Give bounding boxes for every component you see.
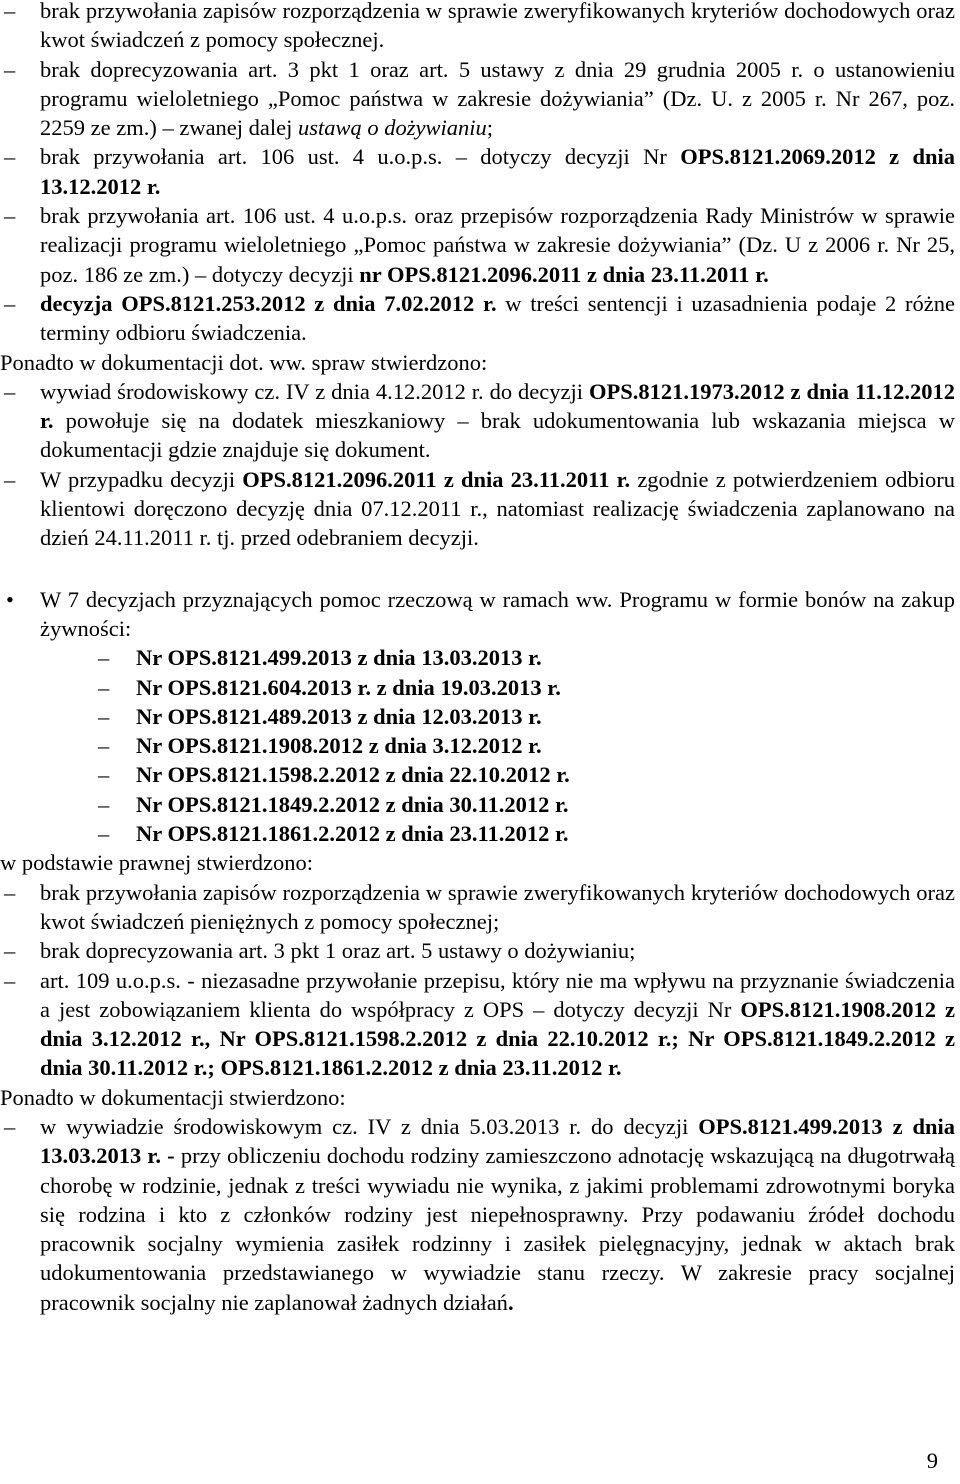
list-item xyxy=(0,289,960,348)
list-item-text: OPS.8121.2069.2012 z dnia 13.12.2012 r. xyxy=(40,144,956,199)
list-item-text: OPS.8121.1973.2012 z dnia 11.12.2012 r. xyxy=(40,378,955,434)
legal-basis-findings-list xyxy=(0,878,960,1083)
dash-icon: – xyxy=(4,938,16,964)
list-item-text: w wywiadzie środowiskowym cz. IV z dnia 5.03.2013 r. do decyzji xyxy=(40,1113,699,1139)
list-item-text: Nr OPS.8121.499.2013 z dnia 13.03.2013 r. xyxy=(136,645,542,671)
list-item-text: w treści sentencji i uzasadnienia podaje 2 różne terminy odbioru świadczenia. xyxy=(40,290,955,346)
list-item xyxy=(0,0,960,55)
dash-icon: – xyxy=(98,821,110,847)
list-item xyxy=(0,878,960,937)
list-item-text: powołuje się na dodatek mieszkaniowy – brak udokumentowania lub wskazania miejsca w dokumentacji gdzie znajduje się dokument. xyxy=(40,408,955,463)
dash-icon: – xyxy=(4,290,16,316)
page-number: 9 xyxy=(926,1448,938,1473)
list-item xyxy=(0,966,960,1083)
list-item-text: wywiad środowiskowy cz. IV z dnia 4.12.2012 r. do decyzji xyxy=(40,378,589,404)
documentation-findings-list xyxy=(0,1112,960,1317)
list-item xyxy=(0,790,960,819)
list-item xyxy=(0,1112,960,1317)
list-item xyxy=(0,643,960,672)
list-item-text: ; xyxy=(486,115,494,141)
dash-icon: – xyxy=(4,378,16,404)
dash-icon: – xyxy=(98,733,110,759)
dash-icon: – xyxy=(4,144,16,170)
list-item-text: OPS.8121.499.2013 z dnia 13.03.2013 r. - xyxy=(40,1113,955,1169)
list-item-text: OPS.8121.2096.2011 z dnia 23.11.2011 r. xyxy=(242,466,631,492)
list-item-text: Nr OPS.8121.1908.2012 z dnia 3.12.2012 r. xyxy=(136,733,542,759)
bullet-item-text: W 7 decyzjach przyznających pomoc rzeczową w ramach ww. Programu w formie bonów na zakup żywności: xyxy=(40,586,955,641)
list-item xyxy=(0,142,960,201)
list-item xyxy=(0,936,960,965)
list-item-text: brak przywołania art. 106 ust. 4 u.o.p.s. oraz przepisów rozporządzenia Rady Ministrów w sprawie realizacji programu wieloletniego „Pomoc państwa w zakresie dożywiania” (Dz. U z 2006 r. Nr 25, poz. 186 ze zm.) – dotyczy decyzji xyxy=(40,203,955,287)
list-item-text: brak przywołania art. 106 ust. 4 u.o.p.s. – dotyczy decyzji Nr xyxy=(40,144,681,170)
dash-icon: – xyxy=(98,791,110,817)
dash-icon: – xyxy=(98,674,110,700)
top-findings-list xyxy=(0,0,960,348)
paragraph-legal-basis: w podstawie prawnej stwierdzono: xyxy=(0,850,314,876)
paragraph-documentation-findings: Ponadto w dokumentacji stwierdzono: xyxy=(0,1084,346,1110)
decision-number-list xyxy=(0,643,960,848)
list-item xyxy=(0,819,960,848)
dash-icon: – xyxy=(4,879,16,905)
dash-icon: – xyxy=(4,967,16,993)
bullet-item-in-kind-aid xyxy=(0,585,960,644)
list-item-text: Nr OPS.8121.489.2013 z dnia 12.03.2013 r. xyxy=(136,703,542,729)
list-item-text: Nr OPS.8121.1598.2.2012 z dnia 22.10.2012 r. xyxy=(136,762,570,788)
list-item-text: Nr OPS.8121.604.2013 r. z dnia 19.03.2013 r. xyxy=(136,674,561,700)
list-item-text: brak doprecyzowania art. 3 pkt 1 oraz art. 5 ustawy o dożywianiu; xyxy=(40,938,636,964)
dash-icon: – xyxy=(4,56,16,82)
list-item xyxy=(0,731,960,760)
dash-icon: – xyxy=(98,762,110,788)
list-item-text: Nr OPS.8121.1849.2.2012 z dnia 30.11.2012 r. xyxy=(136,791,569,817)
dash-icon: – xyxy=(4,1113,16,1139)
list-item-text: nr OPS.8121.2096.2011 z dnia 23.11.2011 r. xyxy=(359,261,769,287)
list-item-text: brak przywołania zapisów rozporządzenia w sprawie zweryfikowanych kryteriów dochodowych oraz kwot świadczeń z pomocy społecznej. xyxy=(40,0,955,53)
bullet-icon: • xyxy=(6,586,14,612)
list-item xyxy=(0,377,960,465)
paragraph-additional-findings: Ponadto w dokumentacji dot. ww. spraw stwierdzono: xyxy=(0,349,488,375)
list-item-text: art. 109 u.o.p.s. - niezasadne przywołanie przepisu, który nie ma wpływu na przyznanie świadczenia a jest zobowiązaniem klienta do współpracy z OPS – dotyczy decyzji Nr xyxy=(40,967,955,1022)
dash-icon: – xyxy=(4,466,16,492)
dash-icon: – xyxy=(98,703,110,729)
list-item-text: decyzja OPS.8121.253.2012 z dnia 7.02.2012 r. xyxy=(40,290,497,316)
list-item-text: OPS.8121.1908.2012 z dnia 3.12.2012 r., Nr OPS.8121.1598.2.2012 z dnia 22.10.2012 r.; Nr OPS.8121.1849.2.2012 z dnia 30.11.2012 r.; OPS.8121.1861.2.2012 z dnia 23.11.2012 r. xyxy=(40,996,955,1081)
list-item xyxy=(0,760,960,789)
dash-icon: – xyxy=(98,645,110,671)
list-item xyxy=(0,465,960,553)
list-item-text: W przypadku decyzji xyxy=(40,466,243,492)
list-item-text: brak doprecyzowania art. 3 pkt 1 oraz art. 5 ustawy z dnia 29 grudnia 2005 r. o ustanowieniu programu wieloletniego „Pomoc państwa w zakresie dożywiania” (Dz. U. z 2005 r. Nr 267, poz. 2259 ze zm.) – zwanej dalej xyxy=(40,56,955,141)
list-item-text: przy obliczeniu dochodu rodziny zamieszczono adnotację wskazującą na długotrwałą chorobę w rodzinie, jednak z treści wywiadu nie wynika, z jakimi problemami zdrowotnymi boryka się rodzina i kto z członków rodziny jest niepełnosprawny. Przy podawaniu źródeł dochodu pracownik socjalny wymienia zasiłek rodzinny i zasiłek pielęgnacyjny, jednak w aktach brak udokumentowania przedstawianego w wywiadzie stanu rzeczy. W zakresie pracy socjalnej pracownik socjalny nie zaplanował żadnych działań xyxy=(40,1143,955,1315)
list-item xyxy=(0,55,960,143)
list-item-text: ustawą o dożywianiu xyxy=(298,115,487,141)
dash-icon: – xyxy=(4,203,16,229)
list-item-text: brak przywołania zapisów rozporządzenia w sprawie zweryfikowanych kryteriów dochodowych oraz kwot świadczeń pieniężnych z pomocy społecznej; xyxy=(40,879,955,934)
additional-findings-list xyxy=(0,377,960,553)
list-item-text: zgodnie z potwierdzeniem odbioru klientowi doręczono decyzję dnia 07.12.2011 r., natomiast realizację świadczenia zaplanowano na dzień 24.11.2011 r. tj. przed odebraniem decyzji. xyxy=(40,466,955,551)
list-item-text: . xyxy=(507,1289,514,1315)
list-item xyxy=(0,201,960,289)
list-item xyxy=(0,702,960,731)
list-item-text: Nr OPS.8121.1861.2.2012 z dnia 23.11.2012 r. xyxy=(136,821,569,847)
list-item xyxy=(0,673,960,702)
dash-icon: – xyxy=(4,0,16,23)
